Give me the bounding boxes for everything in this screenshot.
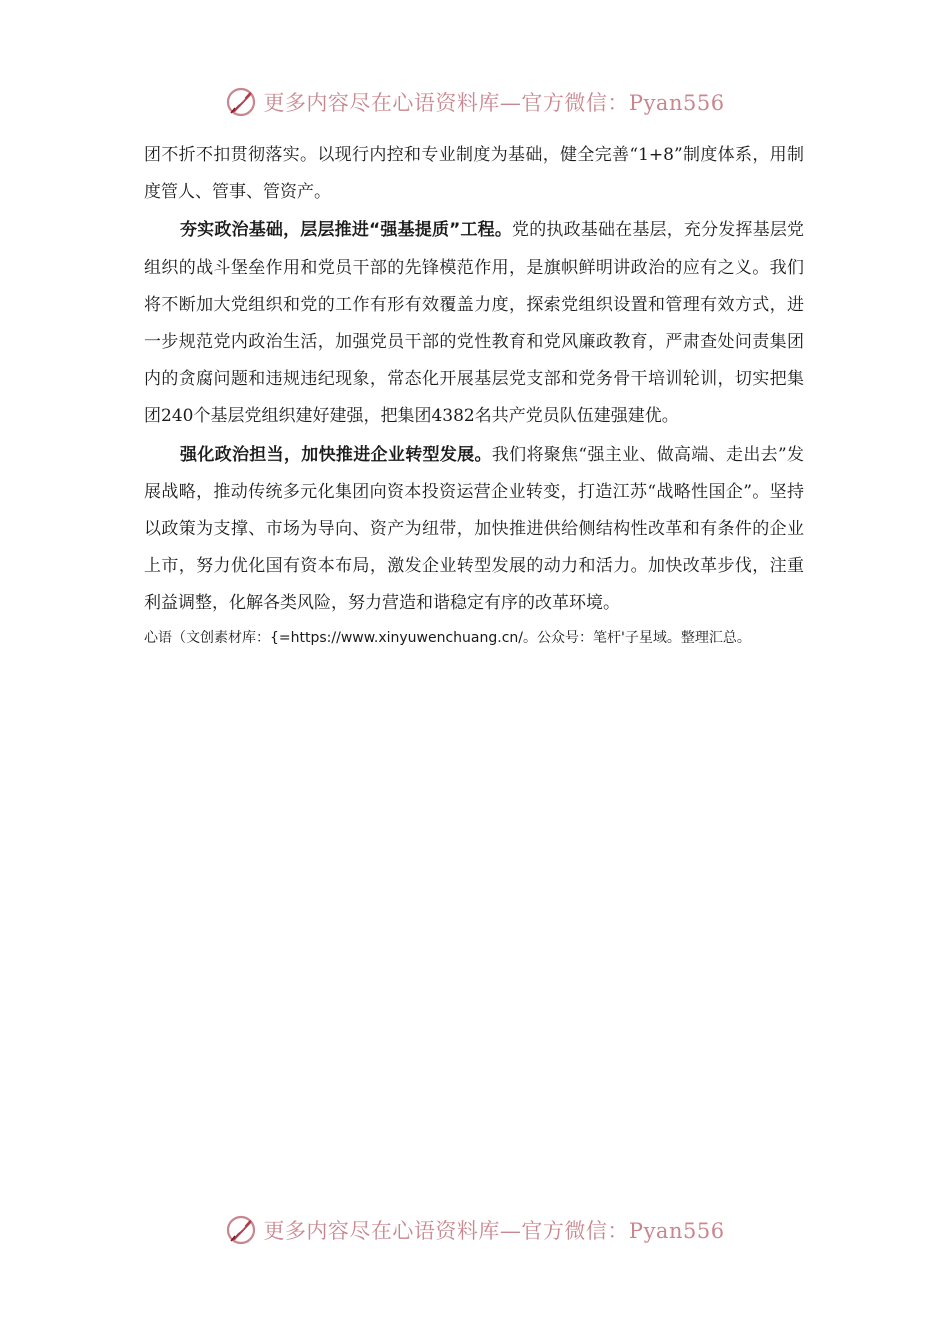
quill-logo-icon bbox=[225, 86, 257, 118]
paragraph-2-body: 党的执政基础在基层，充分发挥基层党组织的战斗堡垒作用和党员干部的先锋模范作用，是旗帜鲜明讲政治的应有之义。我们将不断加大党组织和党的工作有形有效覆盖力度，探索党组织设置和管理有效方式，进一步规范党内政治生活，加强党员干部的党性教育和党风廉政教育，严肃查处问责集团内的贪腐问题和违规违纪现象，常态化开展基层党支部和党务骨干培训轮训，切实把集团240个基层党组织建好建强，把集团4382名共产党员队伍建强建优。 bbox=[144, 220, 804, 427]
document-body bbox=[144, 137, 804, 653]
banner-text: 更多内容尽在心语资料库—官方微信：Pyan556 bbox=[263, 91, 725, 115]
paragraph-2 bbox=[144, 212, 804, 435]
paragraph-1-body: 团不折不扣贯彻落实。以现行内控和专业制度为基础，健全完善“1+8”制度体系，用制度管人、管事、管资产。 bbox=[144, 145, 804, 203]
paragraph-3-heading: 强化政治担当，加快推进企业转型发展。 bbox=[180, 444, 492, 465]
paragraph-2-heading: 夯实政治基础，层层推进“强基提质”工程。 bbox=[180, 220, 513, 241]
banner-text: 更多内容尽在心语资料库—官方微信：Pyan556 bbox=[263, 1219, 725, 1243]
paragraph-3-body: 我们将聚焦“强主业、做高端、走出去”发展战略，推动传统多元化集团向资本投资运营企业转变，打造江苏“战略性国企”。坚持以政策为支撑、市场为导向、资产为纽带，加快推进供给侧结构性改革和有条件的企业上市，努力优化国有资本布局，激发企业转型发展的动力和活力。加快改革步伐，注重利益调整，化解各类风险，努力营造和谐稳定有序的改革环境。 bbox=[144, 444, 804, 614]
paragraph-3 bbox=[144, 437, 804, 623]
footer-banner bbox=[0, 1208, 950, 1252]
source-footnote: 心语（文创素材库：{=https://www.xinyuwenchuang.cn/。公众号：笔杆'子星域。整理汇总。 bbox=[144, 629, 751, 646]
header-banner bbox=[0, 80, 950, 124]
paragraph-1 bbox=[144, 137, 804, 211]
quill-logo-icon bbox=[225, 1214, 257, 1246]
